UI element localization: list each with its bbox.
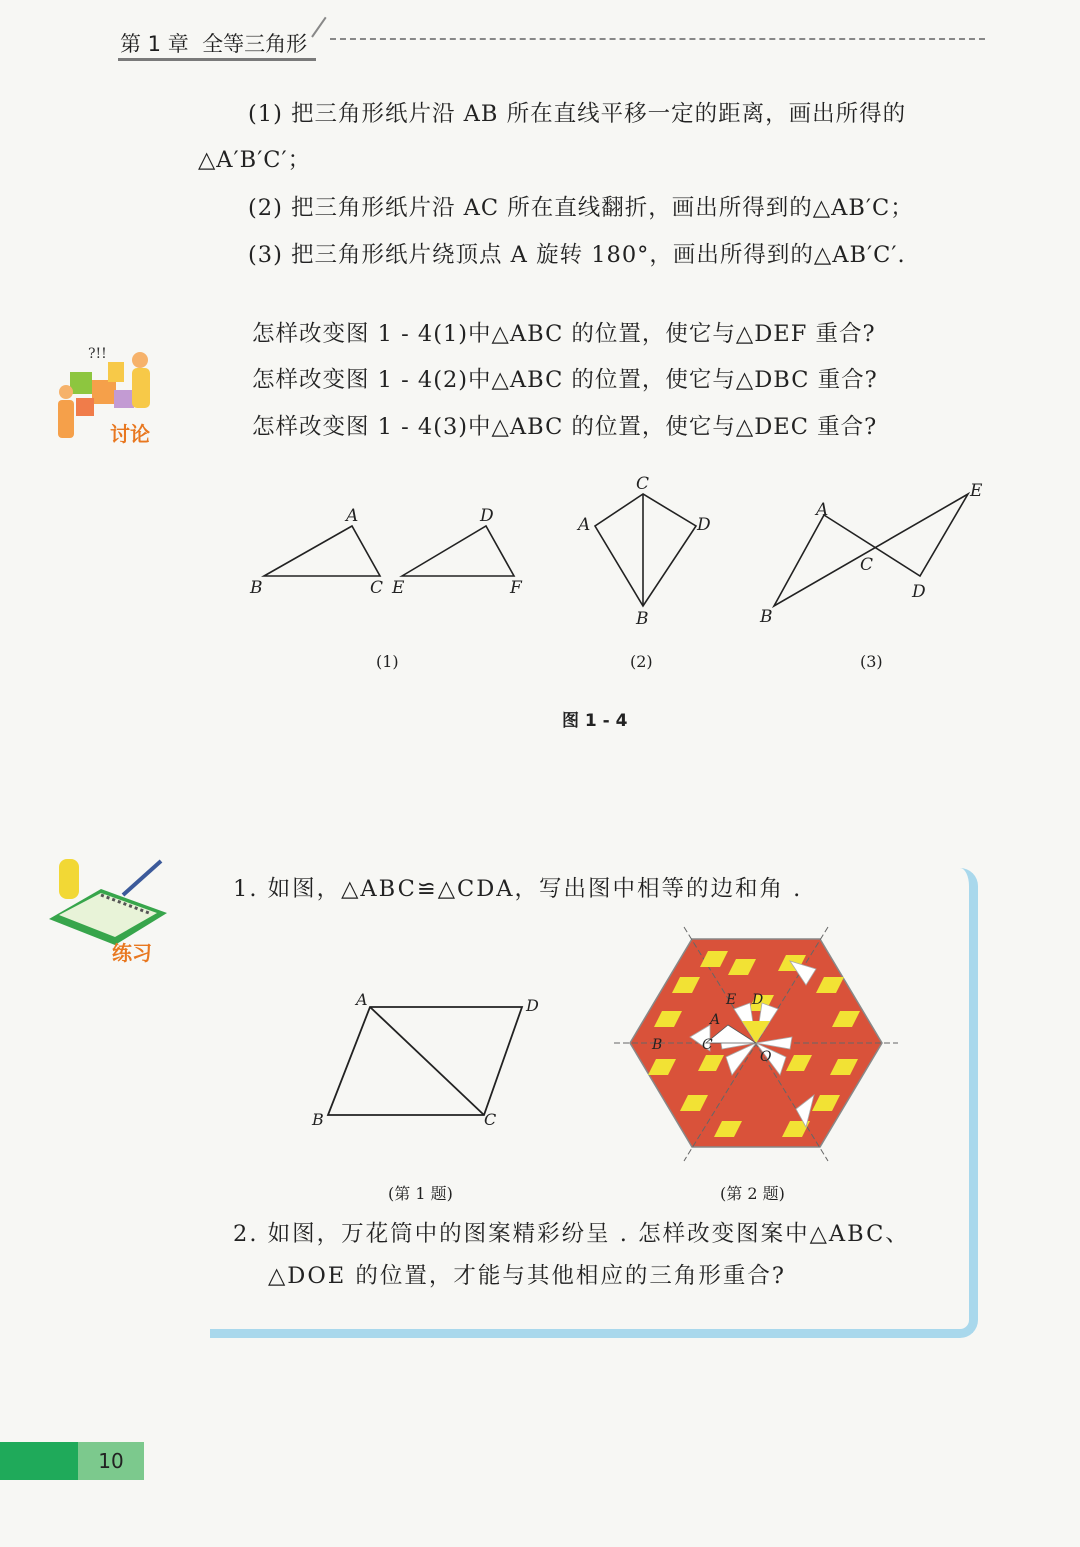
exercise-question-2-line-1: 2. 如图，万花筒中的图案精彩纷呈 . 怎样改变图案中△ABC、	[233, 1221, 910, 1247]
step-3: (3) 把三角形纸片绕顶点 A 旋转 180°，画出所得到的△AB′C′.	[248, 242, 906, 268]
header-underline	[118, 58, 316, 61]
figure-1-4-caption-3: (3)	[860, 652, 883, 671]
label-2-A: A	[578, 515, 591, 535]
step-1-line-2: △A′B′C′；	[198, 147, 312, 173]
hex-label-B: B	[652, 1037, 663, 1053]
parallelogram-abcd	[328, 1007, 522, 1115]
discussion-label: 讨论	[110, 422, 150, 446]
para-label-D: D	[526, 996, 539, 1015]
kite-abcd	[595, 494, 696, 606]
label-1-D: D	[480, 506, 494, 526]
label-3-C: C	[860, 555, 874, 575]
figure-1-4-title: 图 1 - 4	[562, 711, 628, 731]
label-1-C: C	[370, 578, 384, 598]
exercise-label: 练习	[112, 941, 152, 965]
para-label-B: B	[312, 1110, 324, 1129]
discussion-question-3: 怎样改变图 1 - 4(3)中△ABC 的位置，使它与△DEC 重合?	[252, 414, 878, 440]
hex-label-C: C	[702, 1037, 713, 1053]
parallelogram-figure	[300, 985, 560, 1135]
label-1-F: F	[510, 578, 522, 598]
discussion-icon-marks: ?!!	[88, 346, 107, 362]
exercise-icon	[45, 855, 175, 945]
para-label-A: A	[356, 990, 368, 1009]
figure-1-4-diagrams	[240, 468, 1000, 638]
exercise-question-2-line-2: △DOE 的位置，才能与其他相应的三角形重合?	[268, 1263, 786, 1289]
hex-label-E: E	[726, 992, 737, 1008]
chapter-number: 第 1 章	[120, 32, 189, 56]
triangle-abc-1	[264, 526, 380, 576]
triangle-def	[402, 526, 514, 576]
page-number: 10	[78, 1442, 144, 1480]
chapter-title: 全等三角形	[202, 32, 308, 56]
step-1-line-1: (1) 把三角形纸片沿 AB 所在直线平移一定的距离，画出所得的	[248, 101, 907, 127]
figure-1-4-caption-2: (2)	[630, 652, 653, 671]
exercise-figure-2-caption: (第 2 题)	[720, 1184, 785, 1203]
label-3-D: D	[912, 582, 926, 602]
chapter-header	[120, 28, 307, 58]
hex-label-D: D	[752, 992, 764, 1008]
step-2: (2) 把三角形纸片沿 AC 所在直线翻折，画出所得到的△AB′C；	[248, 195, 914, 221]
header-slash	[311, 17, 326, 38]
label-1-B: B	[250, 578, 263, 598]
figure-1-4-caption-1: (1)	[376, 652, 399, 671]
label-3-B: B	[760, 607, 773, 627]
discussion-question-1: 怎样改变图 1 - 4(1)中△ABC 的位置，使它与△DEF 重合?	[252, 321, 876, 347]
label-3-A: A	[816, 500, 829, 520]
label-1-A: A	[346, 506, 359, 526]
diagonal-ac	[370, 1007, 484, 1115]
hex-label-O: O	[760, 1049, 772, 1065]
para-label-C: C	[484, 1110, 497, 1129]
header-dashed-rule	[330, 38, 985, 40]
exercise-figure-1-caption: (第 1 题)	[388, 1184, 453, 1203]
label-2-C: C	[636, 474, 650, 494]
label-3-E: E	[970, 481, 983, 501]
hex-label-A: A	[710, 1012, 721, 1028]
discussion-question-2: 怎样改变图 1 - 4(2)中△ABC 的位置，使它与△DBC 重合?	[252, 367, 878, 393]
exercise-question-1: 1. 如图，△ABC≌△CDA，写出图中相等的边和角 .	[233, 876, 803, 902]
crossed-triangles	[774, 494, 968, 606]
label-1-E: E	[392, 578, 405, 598]
page-number-bar	[0, 1442, 78, 1480]
label-2-B: B	[636, 609, 649, 629]
label-2-D: D	[697, 515, 711, 535]
kaleidoscope-hexagon-figure	[610, 925, 900, 1165]
